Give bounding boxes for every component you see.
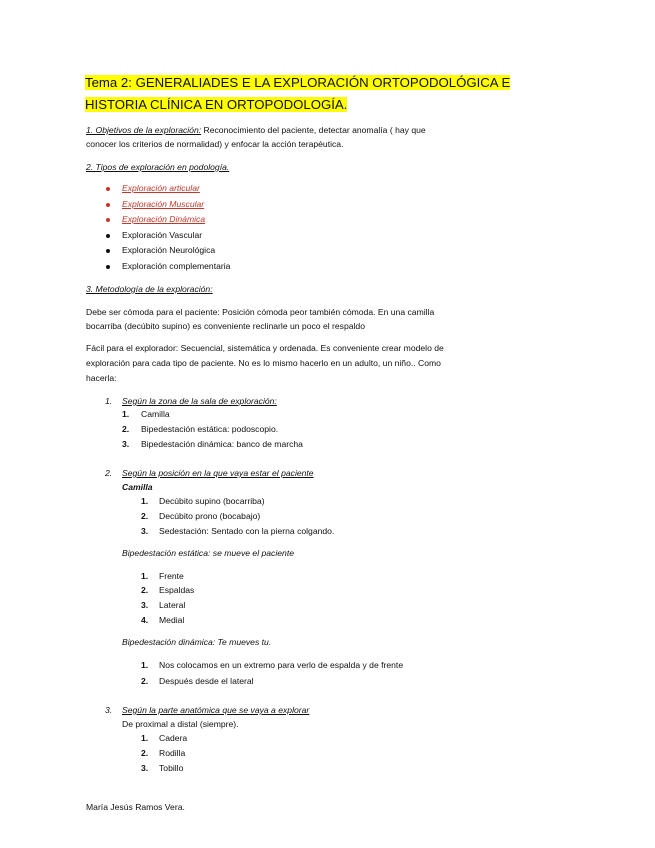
list-number: 3. [141, 763, 149, 773]
exploration-type-item: Exploración articular [122, 183, 200, 193]
list-number: 1. [105, 396, 113, 406]
list2-item: Sedestación: Sentado con la pierna colgando. [159, 526, 335, 536]
list3-item: Rodilla [159, 748, 186, 758]
section3-heading: 3. Metodología de la exploración: [86, 284, 213, 294]
list2-heading: Según la posición en la que vaya estar el paciente [122, 468, 314, 478]
list2-item: Lateral [159, 600, 186, 610]
list1-item: Camilla [141, 409, 170, 419]
list-number: 2. [141, 748, 149, 758]
list2-item: Decúbito prono (bocabajo) [159, 511, 261, 521]
list3-heading: Según la parte anatómica que se vaya a explorar [122, 705, 310, 715]
list2-item: Decúbito supino (bocarriba) [159, 496, 265, 506]
section3-p2-line1: Fácil para el explorador: Secuencial, sistemática y ordenada. Es conveniente crear modelo de [86, 343, 444, 353]
section1-text2: conocer los criterios de normalidad) y enfocar la acción terapéutica. [86, 139, 344, 149]
exploration-type-item: Exploración Dinámica [122, 214, 206, 224]
list2-subheading: Bipedestación estática: se mueve el paciente [122, 548, 294, 558]
list-number: 3. [141, 600, 149, 610]
list3-item: Cadera [159, 733, 188, 743]
list-number: 2. [141, 511, 149, 521]
exploration-type-item: Exploración Muscular [122, 199, 205, 209]
list2-item: Después desde el lateral [159, 676, 254, 686]
list1-item: Bipedestación estática: podoscopio. [141, 424, 279, 434]
list2-subheading: Camilla [122, 482, 153, 492]
list-number: 4. [141, 615, 149, 625]
list-number: 3. [105, 705, 113, 715]
list-number: 1. [141, 660, 149, 670]
exploration-type-item: Exploración complementaria [122, 261, 231, 271]
list-number: 1. [122, 409, 130, 419]
bullet-icon [106, 218, 110, 222]
list-number: 3. [141, 526, 149, 536]
section3-p2-line3: hacerla: [86, 373, 117, 383]
bullet-icon [106, 187, 110, 191]
list-number: 1. [141, 571, 149, 581]
list-number: 2. [105, 468, 113, 478]
list-number: 2. [122, 424, 130, 434]
list2-item: Medial [159, 615, 185, 625]
document-title [85, 72, 535, 116]
list-number: 1. [141, 496, 149, 506]
section1-text1: Reconocimiento del paciente, detectar anomalía ( hay que [201, 125, 426, 135]
section2-heading: 2. Tipos de exploración en podología. [86, 162, 230, 172]
exploration-type-item: Exploración Neurológica [122, 245, 216, 255]
footer-author: María Jesús Ramos Vera. [86, 802, 185, 812]
list-number: 1. [141, 733, 149, 743]
list2-item: Nos colocamos en un extremo para verlo de espalda y de frente [159, 660, 404, 670]
list3-intro: De proximal a distal (siempre). [122, 719, 239, 729]
section1-heading: 1. Objetivos de la exploración: [86, 125, 202, 135]
section3-p1-line1: Debe ser cómoda para el paciente: Posición cómoda peor también cómoda. En una camilla [86, 307, 435, 317]
list3-item: Tobillo [159, 763, 184, 773]
list2-item: Espaldas [159, 585, 195, 595]
list1-item: Bipedestación dinámica: banco de marcha [141, 439, 303, 449]
title-line-1: Tema 2: GENERALIADES E LA EXPLORACIÓN ORTOPODOLÓGICA E [85, 75, 511, 90]
bullet-icon [106, 265, 110, 269]
list2-item: Frente [159, 571, 184, 581]
list-number: 3. [122, 439, 130, 449]
list-number: 2. [141, 676, 149, 686]
bullet-icon [106, 234, 110, 238]
bullet-icon [106, 249, 110, 253]
list-number: 2. [141, 585, 149, 595]
title-line-2: HISTORIA CLÍNICA EN ORTOPODOLOGÍA. [85, 97, 348, 112]
exploration-type-item: Exploración Vascular [122, 230, 203, 240]
list1-heading: Según la zona de la sala de exploración: [122, 396, 277, 406]
list2-subheading: Bipedestación dinámica: Te mueves tu. [122, 637, 272, 647]
section3-p2-line2: exploración para cada tipo de paciente. No es lo mismo hacerlo en un adulto, un niño.. Como [86, 358, 441, 368]
section3-p1-line2: bocarriba (decúbito supino) es conveniente reclinarle un poco el respaldo [86, 321, 365, 331]
bullet-icon [106, 203, 110, 207]
